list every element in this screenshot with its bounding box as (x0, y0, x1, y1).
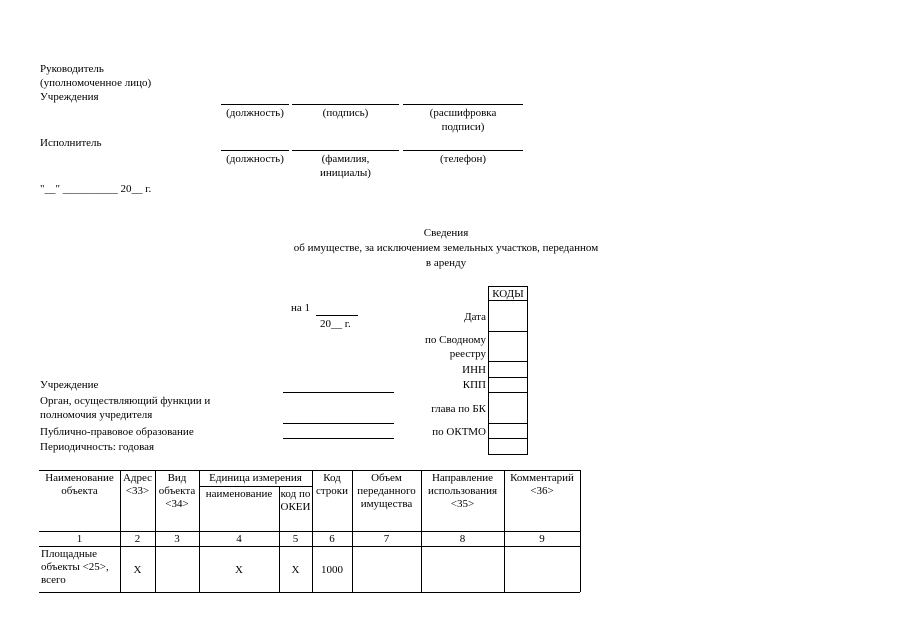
col-volume: Объем переданного имущества (357, 472, 416, 510)
row-unit-name: X (235, 564, 243, 576)
institution-line (283, 392, 394, 393)
head-institution-label: Учреждения (40, 91, 99, 103)
col-object-name: Наименование объекта (45, 472, 114, 497)
date-line: "__" __________ 20__ г. (40, 183, 152, 195)
col-usage: Направление использования <35> (427, 472, 498, 510)
phone-line (403, 150, 523, 151)
head-label: Руководитель (40, 63, 104, 75)
row-address: X (133, 564, 142, 576)
institution-label: Учреждение (40, 379, 99, 391)
col-number: 8 (459, 533, 466, 545)
organ-label-2: полномочия учредителя (40, 409, 153, 421)
col-number: 9 (539, 533, 545, 545)
col-number: 7 (383, 533, 390, 545)
col-number: 6 (329, 533, 335, 545)
kpp-label: КПП (462, 379, 486, 391)
title-line-2: об имуществе, за исключением земельных участков, переданном (293, 242, 599, 254)
public-entity-label: Публично-правовое образование (40, 426, 194, 438)
name-caption-1: (фамилия, (321, 153, 370, 165)
name-line (292, 150, 399, 151)
signature-line (292, 104, 399, 105)
col-number: 5 (292, 533, 299, 545)
col-number: 3 (174, 533, 180, 545)
registry-label-2: реестру (449, 348, 486, 360)
col-row-code: Код строки (315, 472, 349, 497)
decoding-line (403, 104, 523, 105)
phone-caption: (телефон) (439, 153, 487, 165)
position-caption: (должность) (226, 107, 284, 119)
position-line (221, 104, 289, 105)
col-unit-name: наименование (205, 488, 273, 500)
year-label: 20__ г. (320, 318, 351, 330)
codes-box (488, 286, 528, 455)
decoding-caption-2: подписи) (441, 121, 485, 133)
executor-label: Исполнитель (40, 137, 102, 149)
col-unit: Единица измерения (209, 472, 302, 484)
public-entity-line (283, 438, 394, 439)
col-okei: код по ОКЕИ (280, 488, 311, 513)
title-line-3: в аренду (425, 257, 467, 269)
decoding-caption-1: (расшифровка (429, 107, 497, 119)
row-object-name: Площадные объекты <25>, всего (41, 548, 109, 586)
codes-header: КОДЫ (492, 288, 524, 300)
title-line-1: Сведения (423, 227, 469, 239)
position-caption-2: (должность) (226, 153, 284, 165)
col-number: 2 (134, 533, 141, 545)
oktmo-label: по ОКТМО (432, 426, 486, 438)
date-code-label: Дата (464, 311, 486, 323)
head-authorized-label: (уполномоченное лицо) (40, 77, 152, 89)
inn-label: ИНН (462, 364, 486, 376)
col-number: 4 (236, 533, 242, 545)
on-date-label: на 1 (291, 302, 311, 314)
row-okei: X (291, 564, 300, 576)
row-code: 1000 (321, 564, 343, 576)
on-date-line (316, 315, 358, 316)
organ-label-1: Орган, осуществляющий функции и (40, 395, 211, 407)
col-address: Адрес <33> (122, 472, 153, 497)
periodicity-label: Периодичность: годовая (40, 441, 155, 453)
signature-caption: (подпись) (322, 107, 369, 119)
organ-line (283, 423, 394, 424)
name-caption-2: инициалы) (320, 167, 371, 179)
position-line-2 (221, 150, 289, 151)
registry-label-1: по Сводному (424, 334, 486, 346)
bk-label: глава по БК (431, 403, 486, 415)
col-object-type: Вид объекта <34> (158, 472, 196, 510)
col-number: 1 (76, 533, 83, 545)
col-comment: Комментарий <36> (510, 472, 574, 497)
